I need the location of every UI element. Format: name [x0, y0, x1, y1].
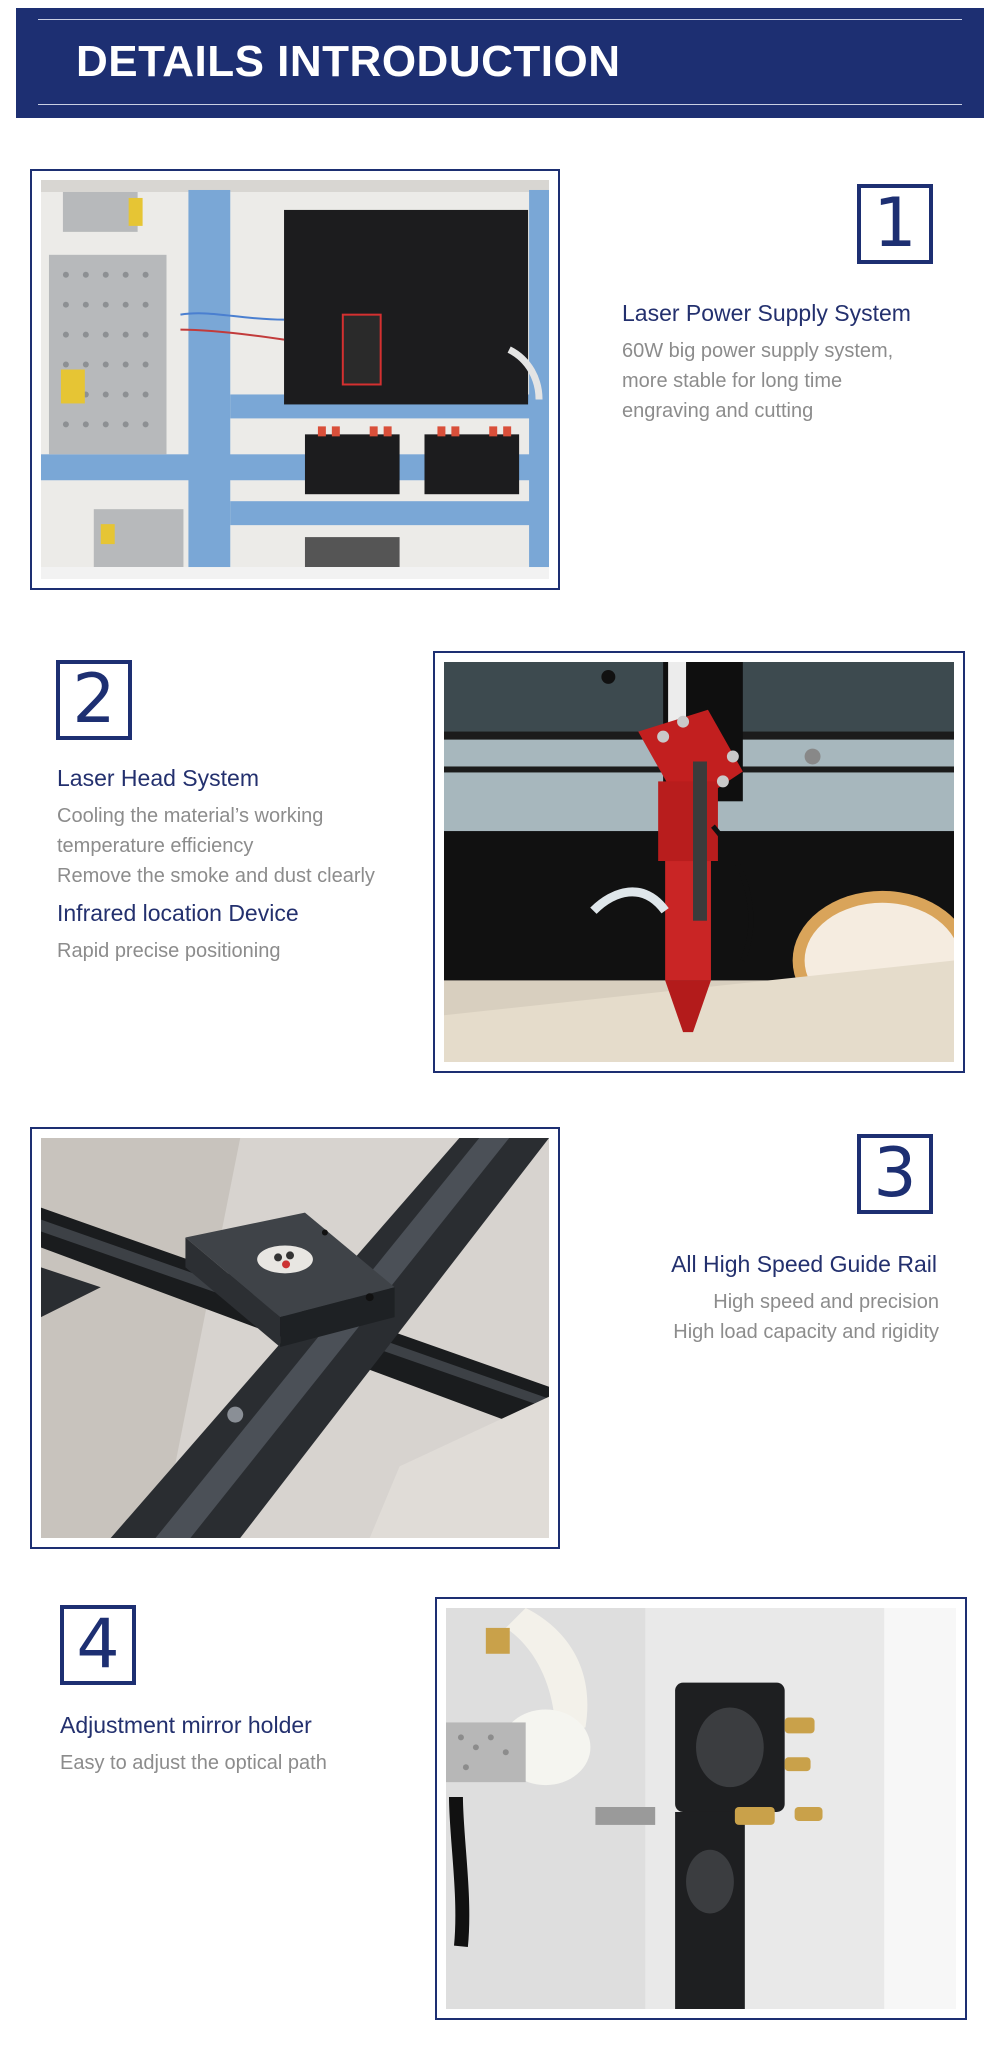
- feature-title-guide-rail: All High Speed Guide Rail: [671, 1251, 937, 1277]
- description-line: High speed and precision: [713, 1291, 939, 1313]
- step-number-2: 2: [56, 660, 132, 740]
- laser-head-photo: [444, 662, 954, 1062]
- description-line: temperature efficiency: [57, 835, 254, 857]
- description-line: more stable for long time: [622, 370, 843, 392]
- description-line: Cooling the material’s working: [57, 805, 324, 827]
- feature-title-power-supply: Laser Power Supply System: [622, 300, 911, 326]
- feature-title-mirror-holder: Adjustment mirror holder: [60, 1712, 312, 1738]
- section-3-photo-frame: [30, 1127, 560, 1549]
- banner-bottom-rule: [38, 104, 962, 105]
- description-line: Remove the smoke and dust clearly: [57, 865, 375, 887]
- description-line: Rapid precise positioning: [57, 940, 281, 962]
- description-line: High load capacity and rigidity: [673, 1321, 939, 1343]
- description-line: Easy to adjust the optical path: [60, 1752, 327, 1774]
- feature-description-mirror-holder: [60, 1748, 327, 1778]
- guide-rail-photo: [41, 1138, 549, 1538]
- power-supply-photo: [41, 180, 549, 579]
- section-2-photo-frame: [433, 651, 965, 1073]
- banner-top-rule: [38, 19, 962, 20]
- feature-description-power-supply: [622, 336, 893, 426]
- header-banner: [16, 8, 984, 118]
- feature-title-laser-head: Laser Head System: [57, 765, 259, 791]
- step-number-3: 3: [857, 1134, 933, 1214]
- section-1-photo-frame: [30, 169, 560, 590]
- feature-title-infrared: Infrared location Device: [57, 900, 299, 926]
- section-4-photo-frame: [435, 1597, 967, 2020]
- description-line: 60W big power supply system,: [622, 340, 894, 362]
- description-line: engraving and cutting: [622, 400, 814, 422]
- step-number-1: 1: [857, 184, 933, 264]
- page-title: DETAILS INTRODUCTION: [76, 37, 621, 86]
- feature-description-guide-rail: [673, 1287, 939, 1347]
- step-number-4: 4: [60, 1605, 136, 1685]
- feature-description-laser-head: [57, 801, 375, 891]
- feature-description-infrared: [57, 936, 280, 966]
- mirror-holder-photo: [446, 1608, 956, 2009]
